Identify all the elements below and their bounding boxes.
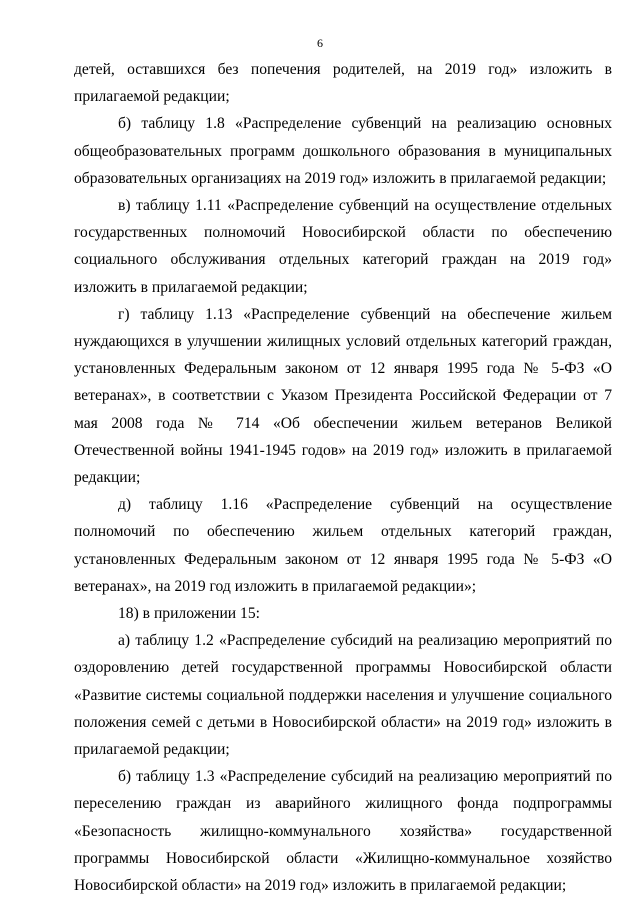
paragraph-item-b-table-1-3: б) таблицу 1.3 «Распределение субсидий на реализацию мероприятий по переселению граждан из аварийного жилищного фонда подпрограммы «Безопасность жилищно-коммунального хозяйства» государственной программы Новосибирской области «Жилищно-коммунальное хозяйство Новосибирской области» на 2019 год» изложить в прилагаемой редакции; xyxy=(74,768,612,895)
paragraph-item-v-table-1-11: в) таблицу 1.11 «Распределение субвенций на осуществление отдельных государственных полномочий Новосибирской области по обеспечению социального обслуживания отдельных категорий граждан на 2019 год» изложить в прилагаемой редакции; xyxy=(74,197,612,296)
paragraph-item-d-table-1-16: д) таблицу 1.16 «Распределение субвенций на осуществление полномочий по обеспечению жильем отдельных категорий граждан, установленных Федеральным законом от 12 января 1995 года № 5-ФЗ «О ветеранах», на 2019 год изложить в прилагаемой редакции»; xyxy=(74,496,612,595)
paragraph-continuation: детей, оставшихся без попечения родителей, на 2019 год» изложить в прилагаемой редакции; xyxy=(74,61,612,106)
paragraph-item-18-appendix-15: 18) в приложении 15: xyxy=(118,605,260,623)
paragraph-item-a-table-1-2: а) таблицу 1.2 «Распределение субсидий на реализацию мероприятий по оздоровлению детей государственной программы Новосибирской области «Развитие системы социальной поддержки населения и улучшение социального положения семей с детьми в Новосибирской области» на 2019 год» изложить в прилагаемой редакции; xyxy=(74,632,612,759)
page-number: 6 xyxy=(317,36,323,50)
paragraph-item-g-table-1-13: г) таблицу 1.13 «Распределение субвенций на обеспечение жильем нуждающихся в улучшении жилищных условий отдельных категорий граждан, установленных Федеральным законом от 12 января 1995 года № 5-ФЗ «О ветеранах», в соответствии с Указом Президента Российской Федерации от 7 мая 2008 года № 714 «Об обеспечении жильем ветеранов Великой Отечественной войны 1941-1945 годов» на 2019 год» изложить в прилагаемой редакции; xyxy=(74,305,612,487)
paragraph-item-b-table-1-8: б) таблицу 1.8 «Распределение субвенций на реализацию основных общеобразовательных программ дошкольного образования в муниципальных образовательных организациях на 2019 год» изложить в прилагаемой редакции; xyxy=(74,115,612,187)
document-body xyxy=(74,56,612,899)
